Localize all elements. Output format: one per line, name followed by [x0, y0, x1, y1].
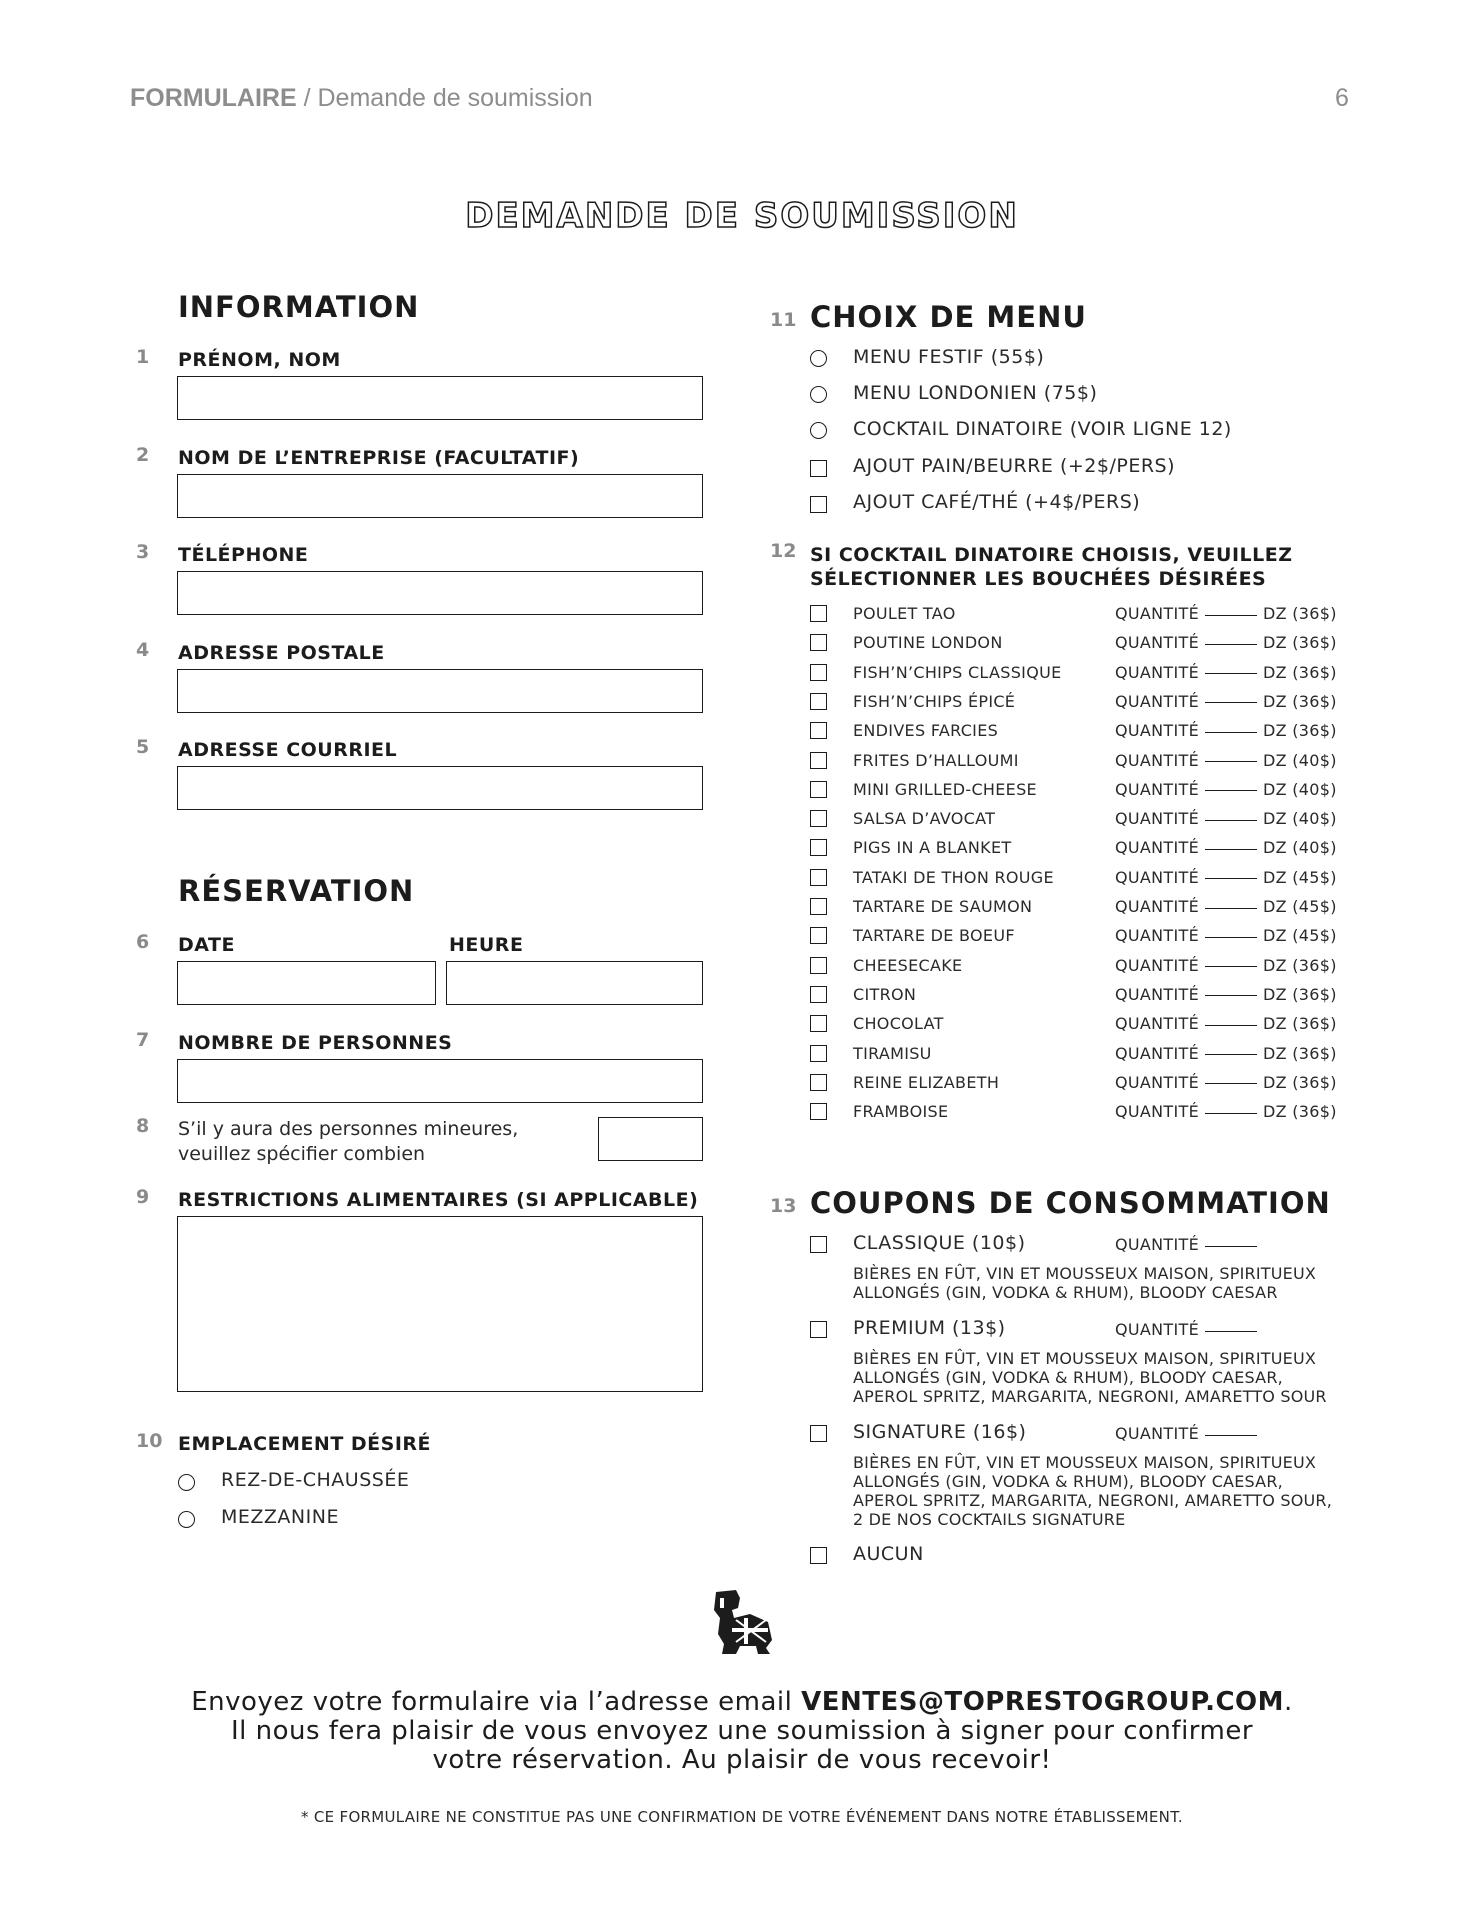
bouchee-name: POULET TAO	[853, 604, 956, 623]
header-subtitle: / Demande de soumission	[303, 84, 593, 112]
checkbox-bouchee[interactable]	[810, 869, 827, 886]
time-label: HEURE	[449, 934, 524, 956]
qty-blank[interactable]	[1205, 907, 1257, 909]
field-number: 12	[770, 540, 797, 562]
sales-email-link[interactable]: VENTES@TOPRESTOGROUP.COM	[801, 1687, 1285, 1717]
qty-label: QUANTITÉ	[1115, 633, 1199, 653]
qty-label: QUANTITÉ	[1115, 897, 1199, 916]
minors-count-input[interactable]	[598, 1117, 703, 1161]
qty-label: QUANTITÉ	[1115, 1424, 1199, 1443]
coupon-desc-line: ALLONGÉS (GIN, VODKA & RHUM), BLOODY CAESAR,	[853, 1472, 1283, 1491]
footer-line1-text: Envoyez votre formulaire via l’adresse email	[191, 1687, 793, 1717]
menu-option-label: MENU FESTIF (55$)	[853, 346, 1045, 368]
bouchee-quantity	[1115, 780, 1337, 799]
phone-input[interactable]	[177, 571, 703, 615]
field-number: 13	[770, 1195, 797, 1217]
checkbox-bouchee[interactable]	[810, 839, 827, 856]
checkbox-bouchee[interactable]	[810, 605, 827, 622]
minors-label-line2: veuillez spécifier combien	[178, 1143, 426, 1165]
field-number: 3	[136, 541, 150, 563]
qty-label: QUANTITÉ	[1115, 1043, 1199, 1063]
bouchee-name: FRAMBOISE	[853, 1102, 949, 1122]
qty-label: QUANTITÉ	[1115, 779, 1199, 799]
menu-option-label: AJOUT CAFÉ/THÉ (+4$/PERS)	[853, 491, 1141, 513]
bouchee-quantity	[1115, 1102, 1337, 1121]
menu-heading: CHOIX DE MENU	[810, 300, 1087, 334]
qty-blank[interactable]	[1205, 1434, 1257, 1436]
qty-blank[interactable]	[1205, 1082, 1257, 1084]
bouchee-price: DZ (40$)	[1263, 779, 1337, 799]
qty-label: QUANTITÉ	[1115, 1235, 1199, 1254]
bouchee-quantity	[1115, 1044, 1337, 1063]
bouchee-name: ENDIVES FARCIES	[853, 721, 999, 741]
bouchee-name: TARTARE DE SAUMON	[853, 897, 1033, 916]
bouchee-name: PIGS IN A BLANKET	[853, 838, 1012, 858]
bouchee-price: DZ (36$)	[1263, 691, 1337, 711]
minors-label-line1: S’il y aura des personnes mineures,	[178, 1118, 519, 1140]
bouchee-name: TIRAMISU	[853, 1043, 932, 1063]
checkbox-coupon-premium[interactable]	[810, 1321, 827, 1338]
bouchees-heading	[810, 543, 1292, 591]
bouchee-quantity	[1115, 721, 1337, 740]
bouchee-name: FRITES D’HALLOUMI	[853, 750, 1019, 770]
checkbox-bouchee[interactable]	[810, 664, 827, 681]
coupon-name: CLASSIQUE (10$)	[853, 1232, 1026, 1254]
checkbox-bouchee[interactable]	[810, 693, 827, 710]
checkbox-bouchee[interactable]	[810, 1045, 827, 1062]
menu-option-label: MENU LONDONIEN (75$)	[853, 382, 1098, 404]
field-number: 4	[136, 639, 150, 661]
bouchee-price: DZ (45$)	[1263, 926, 1337, 946]
bouchee-price: DZ (36$)	[1263, 662, 1337, 682]
bouchee-name: MINI GRILLED-CHEESE	[853, 779, 1037, 799]
bouchee-price: DZ (40$)	[1263, 750, 1337, 770]
bouchee-name: TARTARE DE BOEUF	[853, 926, 1015, 946]
bouchee-price: DZ (40$)	[1263, 838, 1337, 858]
bouchee-name: CITRON	[853, 984, 917, 1004]
bouchee-price: DZ (36$)	[1263, 1014, 1337, 1034]
field-number: 7	[136, 1029, 150, 1051]
page-title: DEMANDE DE SOUMISSION	[465, 196, 1019, 236]
radio-ground-floor[interactable]	[178, 1474, 195, 1491]
bouchee-price: DZ (36$)	[1263, 1043, 1337, 1063]
qty-blank[interactable]	[1205, 1245, 1257, 1247]
checkbox-bouchee[interactable]	[810, 957, 827, 974]
checkbox-coupon-signature[interactable]	[810, 1425, 827, 1442]
qty-label: QUANTITÉ	[1115, 1014, 1199, 1034]
menu-option-label: AJOUT PAIN/BEURRE (+2$/PERS)	[853, 455, 1176, 477]
checkbox-bouchee[interactable]	[810, 634, 827, 651]
checkbox-coupon-none[interactable]	[810, 1547, 827, 1564]
bouchee-price: DZ (36$)	[1263, 604, 1337, 623]
party-size-input[interactable]	[177, 1059, 703, 1103]
field-number: 1	[136, 346, 150, 368]
bouchee-name: SALSA D’AVOCAT	[853, 809, 996, 829]
disclaimer-note: * CE FORMULAIRE NE CONSTITUE PAS UNE CONFIRMATION DE VOTRE ÉVÉNEMENT DANS NOTRE ÉTABLISSEMENT.	[301, 1808, 1183, 1826]
checkbox-bouchee[interactable]	[810, 986, 827, 1003]
qty-blank[interactable]	[1205, 789, 1257, 791]
bouchee-price: DZ (36$)	[1263, 1072, 1337, 1092]
dietary-restrictions-label: RESTRICTIONS ALIMENTAIRES (SI APPLICABLE)	[178, 1189, 699, 1211]
coupon-name: SIGNATURE (16$)	[853, 1421, 1027, 1443]
radio-menu-londonien[interactable]	[810, 386, 827, 403]
qty-blank[interactable]	[1205, 731, 1257, 733]
qty-blank[interactable]	[1205, 672, 1257, 674]
radio-menu-festif[interactable]	[810, 350, 827, 367]
full-name-input[interactable]	[177, 376, 703, 420]
bouchee-name: FISH’N’CHIPS ÉPICÉ	[853, 691, 1016, 711]
bouchee-price: DZ (45$)	[1263, 867, 1337, 887]
coupon-desc	[853, 1453, 1332, 1529]
field-number: 9	[136, 1186, 150, 1208]
field-number: 11	[770, 309, 797, 331]
postal-address-label: ADRESSE POSTALE	[178, 642, 385, 664]
footer-line3: votre réservation. Au plaisir de vous recevoir!	[432, 1745, 1052, 1775]
checkbox-bouchee[interactable]	[810, 722, 827, 739]
checkbox-bouchee[interactable]	[810, 898, 827, 915]
coupon-desc-line: BIÈRES EN FÛT, VIN ET MOUSSEUX MAISON, SPIRITUEUX	[853, 1264, 1317, 1283]
bouchee-quantity	[1115, 751, 1337, 770]
qty-label: QUANTITÉ	[1115, 809, 1199, 829]
page-number: 6	[1335, 84, 1349, 112]
radio-mezzanine[interactable]	[178, 1511, 195, 1528]
location-label: EMPLACEMENT DÉSIRÉ	[178, 1433, 432, 1455]
bouchee-quantity	[1115, 1014, 1337, 1033]
field-number: 10	[136, 1430, 163, 1452]
bouchee-quantity	[1115, 1073, 1337, 1092]
bouchee-quantity	[1115, 897, 1337, 916]
coupon-desc-line: APEROL SPRITZ, MARGARITA, NEGRONI, AMARETTO SOUR,	[853, 1491, 1333, 1510]
bouchee-price: DZ (36$)	[1263, 984, 1337, 1004]
qty-label: QUANTITÉ	[1115, 955, 1199, 975]
field-number: 8	[136, 1115, 150, 1137]
qty-blank[interactable]	[1205, 614, 1257, 616]
menu-option-label: COCKTAIL DINATOIRE (VOIR LIGNE 12)	[853, 418, 1232, 440]
coupon-desc-line: APEROL SPRITZ, MARGARITA, NEGRONI, AMARETTO SOUR	[853, 1387, 1327, 1406]
qty-label: QUANTITÉ	[1115, 662, 1199, 682]
phone-label: TÉLÉPHONE	[178, 544, 309, 566]
bouchee-name: CHOCOLAT	[853, 1014, 944, 1034]
date-input[interactable]	[177, 961, 436, 1005]
bouchee-name: CHEESECAKE	[853, 955, 963, 975]
qty-blank[interactable]	[1205, 760, 1257, 762]
qty-label: QUANTITÉ	[1115, 1102, 1199, 1122]
minors-label	[178, 1117, 518, 1167]
bouchee-price: DZ (40$)	[1263, 809, 1337, 829]
checkbox-bouchee[interactable]	[810, 781, 827, 798]
coupons-heading: COUPONS DE CONSOMMATION	[810, 1186, 1331, 1220]
field-number: 5	[136, 736, 150, 758]
header-section: FORMULAIRE	[130, 84, 297, 112]
party-size-label: NOMBRE DE PERSONNES	[178, 1032, 453, 1054]
qty-label: QUANTITÉ	[1115, 984, 1199, 1004]
page-header	[130, 84, 593, 113]
checkbox-bouchee[interactable]	[810, 810, 827, 827]
bouchee-name: POUTINE LONDON	[853, 633, 1003, 653]
coupon-desc-line: BIÈRES EN FÛT, VIN ET MOUSSEUX MAISON, SPIRITUEUX	[853, 1349, 1317, 1368]
qty-label: QUANTITÉ	[1115, 838, 1199, 858]
qty-label: QUANTITÉ	[1115, 1320, 1199, 1339]
postal-address-input[interactable]	[177, 669, 703, 713]
coupon-qty	[1115, 1320, 1263, 1339]
coupon-desc	[853, 1264, 1316, 1302]
footer-line2: Il nous fera plaisir de vous envoyez une soumission à signer pour confirmer	[230, 1716, 1254, 1746]
ground-floor-label: REZ-DE-CHAUSSÉE	[221, 1469, 410, 1491]
checkbox-bouchee[interactable]	[810, 1103, 827, 1120]
bouchee-quantity	[1115, 838, 1337, 857]
qty-blank[interactable]	[1205, 936, 1257, 938]
qty-blank[interactable]	[1205, 848, 1257, 850]
bouchee-quantity	[1115, 692, 1337, 711]
coupon-desc-line: ALLONGÉS (GIN, VODKA & RHUM), BLOODY CAESAR,	[853, 1368, 1283, 1387]
bouchee-price: DZ (36$)	[1263, 633, 1337, 653]
checkbox-bouchee[interactable]	[810, 1074, 827, 1091]
qty-label: QUANTITÉ	[1115, 867, 1199, 887]
bouchee-quantity	[1115, 868, 1337, 887]
qty-blank[interactable]	[1205, 1112, 1257, 1114]
coupon-qty	[1115, 1424, 1263, 1443]
bouchee-quantity	[1115, 604, 1337, 623]
checkbox-pain-beurre[interactable]	[810, 460, 827, 477]
email-input[interactable]	[177, 766, 703, 810]
information-heading: INFORMATION	[178, 290, 420, 324]
qty-blank[interactable]	[1205, 701, 1257, 703]
qty-blank[interactable]	[1205, 877, 1257, 879]
bouchee-name: TATAKI DE THON ROUGE	[853, 867, 1054, 887]
bouchee-quantity	[1115, 633, 1337, 652]
time-input[interactable]	[446, 961, 703, 1005]
checkbox-coupon-classique[interactable]	[810, 1236, 827, 1253]
coupon-desc-line: 2 DE NOS COCKTAILS SIGNATURE	[853, 1510, 1126, 1529]
qty-blank[interactable]	[1205, 965, 1257, 967]
qty-label: QUANTITÉ	[1115, 1072, 1199, 1092]
email-label: ADRESSE COURRIEL	[178, 739, 398, 761]
qty-blank[interactable]	[1205, 1053, 1257, 1055]
qty-blank[interactable]	[1205, 1024, 1257, 1026]
qty-blank[interactable]	[1205, 1330, 1257, 1332]
checkbox-bouchee[interactable]	[810, 1015, 827, 1032]
bouchee-price: DZ (45$)	[1263, 897, 1337, 916]
company-label: NOM DE L’ENTREPRISE (FACULTATIF)	[178, 447, 580, 469]
coupon-qty	[1115, 1235, 1263, 1254]
field-number: 6	[136, 931, 150, 953]
bouchee-price: DZ (36$)	[1263, 721, 1337, 741]
qty-blank[interactable]	[1205, 994, 1257, 996]
bouchees-heading-line1: SI COCKTAIL DINATOIRE CHOISIS, VEUILLEZ	[810, 544, 1293, 566]
qty-label: QUANTITÉ	[1115, 721, 1199, 741]
qty-label: QUANTITÉ	[1115, 604, 1199, 623]
coupon-none-label: AUCUN	[853, 1543, 924, 1565]
full-name-label: PRÉNOM, NOM	[178, 349, 341, 371]
checkbox-bouchee[interactable]	[810, 927, 827, 944]
qty-label: QUANTITÉ	[1115, 750, 1199, 770]
bouchee-quantity	[1115, 926, 1337, 945]
coupon-desc-line: ALLONGÉS (GIN, VODKA & RHUM), BLOODY CAESAR	[853, 1283, 1278, 1302]
bouchee-quantity	[1115, 985, 1337, 1004]
checkbox-cafe-the[interactable]	[810, 496, 827, 513]
bouchee-name: REINE ELIZABETH	[853, 1072, 1000, 1092]
footer-line1-period: .	[1284, 1687, 1293, 1717]
dietary-restrictions-textarea[interactable]	[177, 1216, 703, 1392]
qty-blank[interactable]	[1205, 819, 1257, 821]
qty-blank[interactable]	[1205, 643, 1257, 645]
reservation-heading: RÉSERVATION	[178, 874, 415, 908]
company-input[interactable]	[177, 474, 703, 518]
bulldog-logo-icon	[710, 1588, 776, 1658]
bouchee-quantity	[1115, 956, 1337, 975]
bouchee-price: DZ (36$)	[1263, 955, 1337, 975]
date-label: DATE	[178, 934, 235, 956]
footer-line1	[0, 1688, 1484, 1717]
coupon-name: PREMIUM (13$)	[853, 1317, 1006, 1339]
field-number: 2	[136, 444, 150, 466]
coupon-desc-line: BIÈRES EN FÛT, VIN ET MOUSSEUX MAISON, SPIRITUEUX	[853, 1453, 1317, 1472]
bouchees-heading-line2: SÉLECTIONNER LES BOUCHÉES DÉSIRÉES	[810, 568, 1267, 590]
footer-message	[0, 1688, 1484, 1775]
qty-label: QUANTITÉ	[1115, 691, 1199, 711]
mezzanine-label: MEZZANINE	[221, 1506, 339, 1528]
radio-cocktail-dinatoire[interactable]	[810, 422, 827, 439]
checkbox-bouchee[interactable]	[810, 752, 827, 769]
bouchee-price: DZ (36$)	[1263, 1102, 1337, 1122]
bouchee-quantity	[1115, 663, 1337, 682]
bouchee-name: FISH’N’CHIPS CLASSIQUE	[853, 662, 1062, 682]
bouchee-quantity	[1115, 809, 1337, 828]
coupon-desc	[853, 1349, 1327, 1406]
qty-label: QUANTITÉ	[1115, 926, 1199, 946]
